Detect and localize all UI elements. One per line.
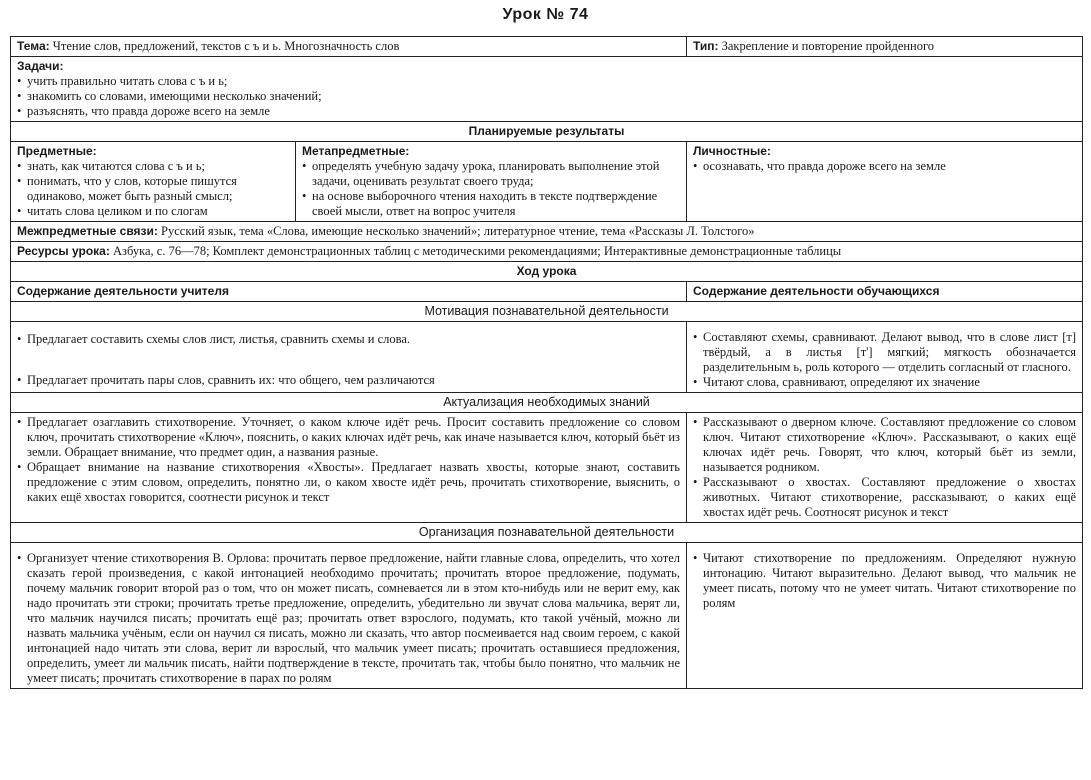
interdisciplinary-value: Русский язык, тема «Слова, имеющие несколько значений»; литературное чтение, тема «Рассказы Л. Толстого» bbox=[161, 224, 755, 238]
tasks-label: Задачи: bbox=[17, 59, 64, 73]
meta-result-item: • определять учебную задачу урока, планировать выполнение этой задачи, оценивать результат своего труда; bbox=[302, 159, 680, 189]
section-title-row bbox=[11, 393, 1083, 413]
planned-results-row bbox=[11, 142, 1083, 222]
lesson-plan-table bbox=[10, 36, 1083, 689]
student-activity-list bbox=[693, 415, 1076, 520]
student-activity-item: • Рассказывают о хвостах. Составляют предложение о хвостах животных. Читают стихотворение, рассказывают, о каких ещё хвостах идёт речь. Соотносят рисунок и текст bbox=[693, 475, 1076, 520]
student-activity-item: • Рассказывают о дверном ключе. Составляют предложение со словом ключ. Читают стихотворение «Ключ». Рассказывают, о каких ещё ключах идёт речь. Говорят, что ключ, который бьёт из земли, называется родником. bbox=[693, 415, 1076, 475]
type-value: Закрепление и повторение пройденного bbox=[721, 39, 935, 53]
meta-results-cell bbox=[296, 142, 687, 222]
section-title-actualization: Актуализация необходимых знаний bbox=[11, 393, 1083, 413]
teacher-activity-item: • Организует чтение стихотворения В. Орлова: прочитать первое предложение, найти главные слова, определить, что хотел сказать герой произведения, с какой интонацией необходимо прочитать; прочитать второе предложение, подумать, почему мальчик говорит второй раз о том, что он может писать, сомневается ли в этом кто-нибудь или не верит ему, как надо прочитать эти строки; прочитать третье предложение, определить, убедительно ли звучат слова мальчика, верят ли, что мальчик научился писать; прочитать ещё раз; прочитать ответ взрослого, подумать, кто такой учёный, можно ли назвать мальчика учёным, если он научил ся писать, можно ли сказать, что автор посмеивается над своим героем, с какой интонацией надо читать эти слова, верит ли взрослый, что мальчик умеет писать; прочитать оставшиеся предложения, определить, умеет ли мальчик писать, найти подтверждение в тексте, прочитать так, чтобы было понятно, что мальчик не умеет писать; прочитать стихотворение в парах по ролям bbox=[17, 551, 680, 686]
meta-results-list bbox=[302, 159, 680, 219]
interdisciplinary-label: Межпредметные связи: bbox=[17, 224, 158, 238]
section-content-row bbox=[11, 322, 1083, 393]
teacher-activity-list bbox=[17, 332, 680, 388]
planned-results-header-row bbox=[11, 122, 1083, 142]
personal-result-item: • осознавать, что правда дороже всего на земле bbox=[693, 159, 1076, 174]
student-activity-cell bbox=[687, 543, 1083, 689]
resources-value: Азбука, с. 76—78; Комплект демонстрационных таблиц с методическими рекомендациями; Интерактивные демонстрационные таблицы bbox=[112, 244, 842, 258]
teacher-column-header: Содержание деятельности учителя bbox=[11, 282, 687, 302]
teacher-activity-item: • Предлагает составить схемы слов лист, листья, сравнить схемы и слова. bbox=[17, 332, 680, 347]
teacher-activity-cell bbox=[11, 543, 687, 689]
topic-value: Чтение слов, предложений, текстов с ъ и ь. Многозначность слов bbox=[52, 39, 400, 53]
subject-results-label: Предметные: bbox=[17, 144, 97, 158]
task-item: • разъяснять, что правда дороже всего на земле bbox=[17, 104, 1076, 119]
section-title-row bbox=[11, 523, 1083, 543]
teacher-activity-cell bbox=[11, 322, 687, 393]
type-cell bbox=[687, 37, 1083, 57]
teacher-activity-cell bbox=[11, 413, 687, 523]
tasks-list bbox=[17, 74, 1076, 119]
student-activity-cell bbox=[687, 322, 1083, 393]
teacher-activity-item: • Предлагает прочитать пары слов, сравнить их: что общего, чем различаются bbox=[17, 373, 680, 388]
tasks-cell bbox=[11, 57, 1083, 122]
student-activity-item: • Читают слова, сравнивают, определяют их значение bbox=[693, 375, 1076, 390]
personal-results-label: Личностные: bbox=[693, 144, 771, 158]
teacher-activity-item: • Обращает внимание на название стихотворения «Хвосты». Предлагает назвать хвосты, которые знают, составить предложение с этим словом, определить, понятно ли, о каком хвосте идёт речь, прочитать стихотворение, выяснить, о каких ещё хвостах говорится, соотнести рисунок и текст bbox=[17, 460, 680, 505]
subject-result-item: • понимать, что у слов, которые пишутся одинаково, может быть разный смысл; bbox=[17, 174, 289, 204]
page-title: Урок № 74 bbox=[502, 6, 589, 23]
topic-row bbox=[11, 37, 1083, 57]
personal-results-list bbox=[693, 159, 1076, 174]
tasks-row bbox=[11, 57, 1083, 122]
student-activity-list bbox=[693, 551, 1076, 611]
course-header: Ход урока bbox=[11, 262, 1083, 282]
student-column-header: Содержание деятельности обучающихся bbox=[687, 282, 1083, 302]
subject-results-list bbox=[17, 159, 289, 219]
section-title-motivation: Мотивация познавательной деятельности bbox=[11, 302, 1083, 322]
teacher-activity-list bbox=[17, 415, 680, 505]
teacher-activity-list bbox=[17, 551, 680, 686]
resources-label: Ресурсы урока: bbox=[17, 244, 110, 258]
personal-results-cell bbox=[687, 142, 1083, 222]
section-content-row bbox=[11, 413, 1083, 523]
task-item: • учить правильно читать слова с ъ и ь; bbox=[17, 74, 1076, 89]
planned-results-header: Планируемые результаты bbox=[11, 122, 1083, 142]
section-title-row bbox=[11, 302, 1083, 322]
task-item: • знакомить со словами, имеющими несколько значений; bbox=[17, 89, 1076, 104]
resources-row bbox=[11, 242, 1083, 262]
section-content-row bbox=[11, 543, 1083, 689]
course-columns-row bbox=[11, 282, 1083, 302]
interdisciplinary-row bbox=[11, 222, 1083, 242]
interdisciplinary-cell bbox=[11, 222, 1083, 242]
topic-cell bbox=[11, 37, 687, 57]
meta-results-label: Метапредметные: bbox=[302, 144, 410, 158]
subject-result-item: • читать слова целиком и по слогам bbox=[17, 204, 289, 219]
teacher-activity-item: • Предлагает озаглавить стихотворение. Уточняет, о каком ключе идёт речь. Просит составить предложение со словом ключ, прочитать стихотворение «Ключ», пояснить, о каких ключах идёт речь, как иначе называется ключ, который бьёт из земли. Обращает внимание, что предмет один, а названия разные. bbox=[17, 415, 680, 460]
type-label: Тип: bbox=[693, 39, 719, 53]
subject-results-cell bbox=[11, 142, 296, 222]
student-activity-cell bbox=[687, 413, 1083, 523]
meta-result-item: • на основе выборочного чтения находить в тексте подтверждение своей мысли, ответ на вопрос учителя bbox=[302, 189, 680, 219]
student-activity-list bbox=[693, 330, 1076, 390]
subject-result-item: • знать, как читаются слова с ъ и ь; bbox=[17, 159, 289, 174]
student-activity-item: • Составляют схемы, сравнивают. Делают вывод, что в слове лист [т] твёрдый, а в листья [т'] мягкий; мягкость обозначается разделительным ь, роль которого — отделить согласный от гласного. bbox=[693, 330, 1076, 375]
course-header-row bbox=[11, 262, 1083, 282]
resources-cell bbox=[11, 242, 1083, 262]
topic-label: Тема: bbox=[17, 39, 50, 53]
section-title-organization: Организация познавательной деятельности bbox=[11, 523, 1083, 543]
student-activity-item: • Читают стихотворение по предложениям. Определяют нужную интонацию. Читают выразительно. Делают вывод, что мальчик не умеет писать, потому что не умеет читать. Читают стихотворение по ролям bbox=[693, 551, 1076, 611]
